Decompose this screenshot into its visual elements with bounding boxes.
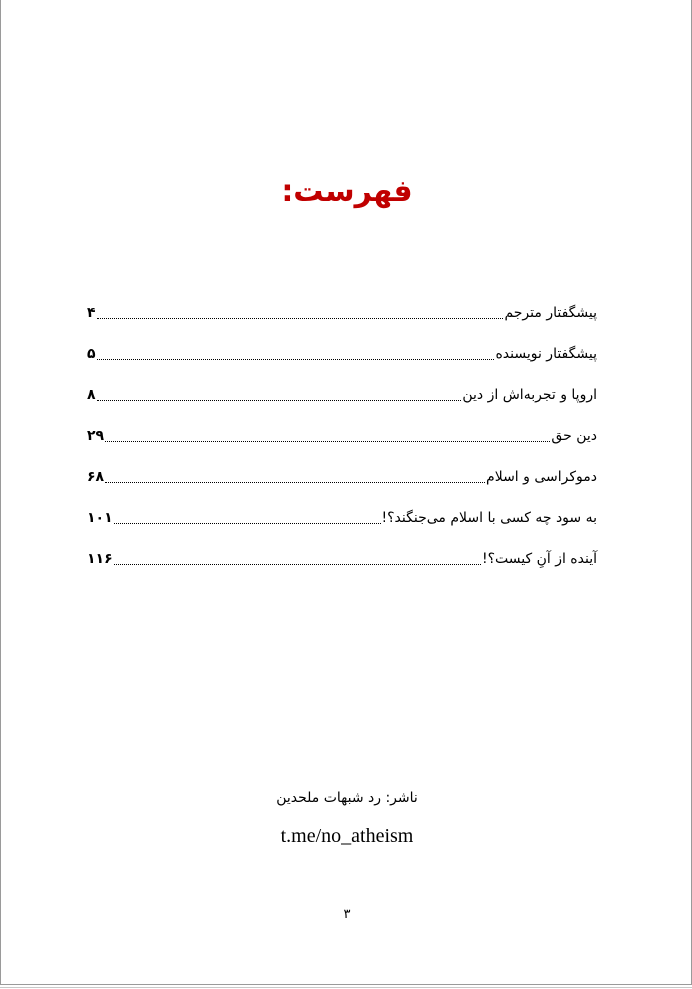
- toc-leader-dots: [97, 317, 504, 319]
- toc-leader-dots: [97, 358, 495, 360]
- toc-leader-dots: [105, 440, 550, 442]
- toc-entry-page: ۶۸: [87, 469, 105, 485]
- publisher-line: ناشر: رد شبهات ملحدین: [276, 790, 418, 806]
- table-of-contents: [87, 284, 597, 571]
- toc-entry-label: اروپا و تجربه‌اش از دین: [462, 387, 597, 403]
- toc-entry-label: پیشگفتار نویسنده: [495, 346, 597, 362]
- toc-entry[interactable]: [87, 489, 597, 530]
- toc-entry-page: ۴: [87, 305, 96, 321]
- toc-entry-page: ۲۹: [87, 428, 105, 444]
- toc-entry[interactable]: [87, 325, 597, 366]
- toc-entry-page: ۸: [87, 387, 96, 403]
- toc-title: فهرست:: [281, 174, 413, 209]
- toc-entry-label: آینده از آنِ کیست؟!: [481, 551, 597, 567]
- toc-entry-label: دموکراسی و اسلام: [486, 469, 597, 485]
- toc-entry-page: ۱۱۶: [87, 551, 113, 567]
- page-bottom-border-secondary: [0, 987, 692, 988]
- channel-link[interactable]: t.me/no_atheism: [280, 825, 414, 847]
- page-bottom-border: [0, 984, 692, 985]
- toc-entry[interactable]: [87, 530, 597, 571]
- toc-leader-dots: [97, 399, 462, 401]
- toc-entry-label: پیشگفتار مترجم: [504, 305, 597, 321]
- toc-entry-page: ۵: [87, 346, 96, 362]
- toc-entry[interactable]: [87, 407, 597, 448]
- toc-entry[interactable]: [87, 284, 597, 325]
- toc-leader-dots: [114, 563, 481, 565]
- toc-entry-label: به سود چه کسی با اسلام می‌جنگند؟!: [381, 510, 597, 526]
- toc-entry[interactable]: [87, 448, 597, 489]
- page-number: ۳: [343, 907, 351, 922]
- toc-entry-label: دین حق: [551, 428, 597, 444]
- toc-leader-dots: [105, 481, 485, 483]
- toc-leader-dots: [114, 522, 381, 524]
- toc-entry[interactable]: [87, 366, 597, 407]
- toc-entry-page: ۱۰۱: [87, 510, 113, 526]
